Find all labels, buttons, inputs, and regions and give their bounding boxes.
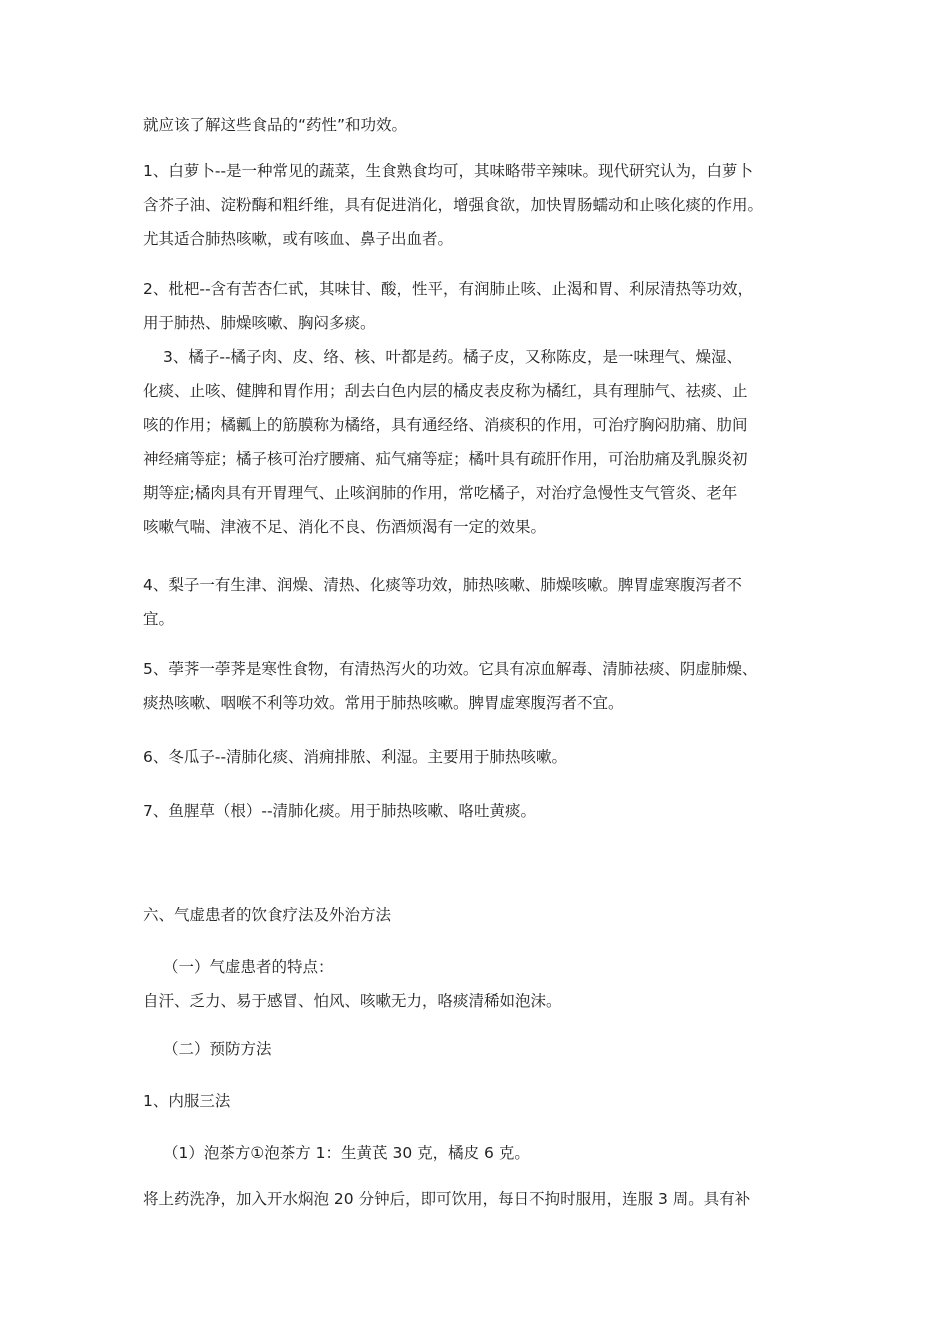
subsection-heading: （一）气虚患者的特点： (163, 958, 334, 976)
text-line: 1、内服三法 (143, 1092, 231, 1110)
text-line: 7、鱼腥草（根）--清肺化痰。用于肺热咳嗽、咯吐黄痰。 (143, 802, 537, 820)
subsection-1 (143, 950, 815, 1018)
text-line: 神经痛等症；橘子核可治疗腰痛、疝气痛等症；橘叶具有疏肝作用，可治肋痛及乳腺炎初 (143, 450, 748, 468)
item-4-lizi (143, 568, 815, 636)
item-2-pipa (143, 272, 815, 340)
text-line: 4、梨子一有生津、润燥、清热、化痰等功效，肺热咳嗽、肺燥咳嗽。脾胃虚寒腹泻者不 (143, 576, 742, 594)
recipe-1-text (143, 1182, 815, 1216)
text-line: 1、白萝卜--是一种常见的蔬菜，生食熟食均可，其味略带辛辣味。现代研究认为，白萝卜 (143, 162, 754, 180)
text-line: 就应该了解这些食品的“药性”和功效。 (143, 116, 408, 134)
text-line: 咳的作用；橘瓤上的筋膜称为橘络，具有通经络、消痰积的作用，可治疗胸闷肋痛、肋间 (143, 416, 748, 434)
item-1-baluobo (143, 154, 815, 256)
text-line: 5、荸荠一荸荠是寒性食物，有清热泻火的功效。它具有凉血解毒、清肺祛痰、阴虚肺燥、 (143, 660, 758, 678)
text-line: 将上药洗净，加入开水焖泡 20 分钟后，即可饮用，每日不拘时服用，连服 3 周。具有补 (143, 1190, 751, 1208)
text-line: 含芥子油、淀粉酶和粗纤维，具有促进消化，增强食欲，加快胃肠蠕动和止咳化痰的作用。 (143, 196, 764, 214)
text-line: 2、枇杷--含有苦杏仁甙，其味甘、酸，性平，有润肺止咳、止渴和胃、利尿清热等功效， (143, 280, 754, 298)
text-line: 化痰、止咳、健脾和胃作用；刮去白色内层的橘皮表皮称为橘红，具有理肺气、祛痰、止 (143, 382, 748, 400)
text-line: 痰热咳嗽、咽喉不利等功效。常用于肺热咳嗽。脾胃虚寒腹泻者不宜。 (143, 694, 624, 712)
section-heading (143, 898, 815, 932)
text-line: 宜。 (143, 610, 175, 628)
text-line: 用于肺热、肺燥咳嗽、胸闷多痰。 (143, 314, 376, 332)
subsection-2-heading (143, 1032, 815, 1066)
text-line: 3、橘子--橘子肉、皮、络、核、叶都是药。橘子皮，又称陈皮，是一味理气、燥湿、 (163, 348, 743, 366)
text-line: （1）泡茶方①泡茶方 1：生黄芪 30 克，橘皮 6 克。 (163, 1144, 530, 1162)
intro-paragraph (143, 108, 815, 142)
subsection-heading: （二）预防方法 (163, 1040, 272, 1058)
item-7-yuxingcao (143, 794, 815, 828)
item-3-juzi (143, 340, 815, 544)
text-line: 尤其适合肺热咳嗽，或有咳血、鼻子出血者。 (143, 230, 454, 248)
text-line: 自汗、乏力、易于感冒、怕风、咳嗽无力，咯痰清稀如泡沫。 (143, 992, 562, 1010)
recipe-1 (143, 1136, 815, 1170)
item-5-biqi (143, 652, 815, 720)
point-1-heading (143, 1084, 815, 1118)
text-line: 咳嗽气喘、津液不足、消化不良、伤酒烦渴有一定的效果。 (143, 518, 547, 536)
item-6-dongguazi (143, 740, 815, 774)
text-line: 期等症;橘肉具有开胃理气、止咳润肺的作用，常吃橘子，对治疗急慢性支气管炎、老年 (143, 484, 738, 502)
text-line: 6、冬瓜子--清肺化痰、消痈排脓、利湿。主要用于肺热咳嗽。 (143, 748, 568, 766)
text-line: 六、气虚患者的饮食疗法及外治方法 (143, 906, 392, 924)
